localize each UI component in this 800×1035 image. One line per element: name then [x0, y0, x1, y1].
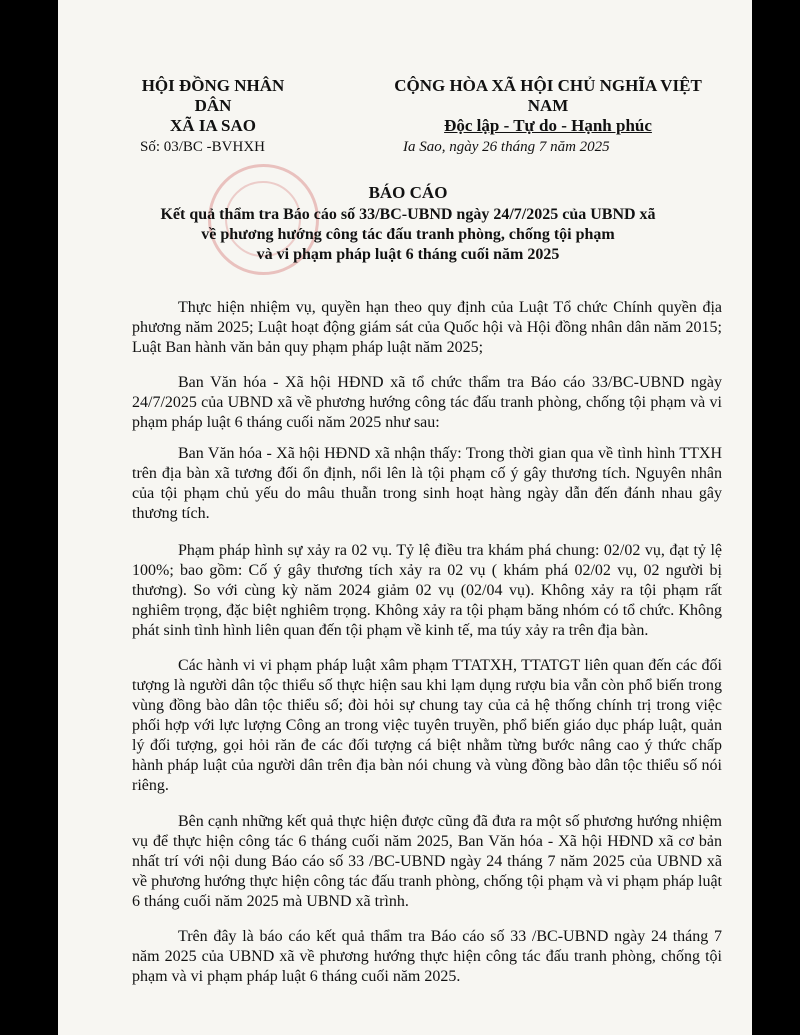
document-number: Số: 03/BC -BVHXH: [140, 139, 266, 155]
paragraph-crime-statistics: Phạm pháp hình sự xảy ra 02 vụ. Tỷ lệ điều tra khám phá chung: 02/02 vụ, đạt tỷ lệ 100%; bao gồm: Cố ý gây thương tích xảy ra 02 vụ ( khám phá 02/02 vụ, 02 người bị thương). So với cùng kỳ năm 2024 giảm 02 vụ (02/04 vụ). Không xảy ra tội phạm rất nghiêm trọng, đặc biệt nghiêm trọng. Không xảy ra tội phạm băng nhóm có tổ chức. Không phát sinh tình hình liên quan đến tội phạm về kinh tế, ma túy xảy ra trên địa bàn.: [132, 542, 722, 639]
issuing-organization: [128, 76, 298, 136]
national-heading: [373, 76, 723, 136]
subtitle-line-1: Kết quả thẩm tra Báo cáo số 33/BC-UBND ngày 24/7/2025 của UBND xã: [160, 206, 656, 223]
national-motto: Độc lập - Tự do - Hạnh phúc: [444, 116, 652, 135]
document-page: [58, 0, 752, 1035]
paragraph-review-scope: Ban Văn hóa - Xã hội HĐND xã tổ chức thẩm tra Báo cáo 33/BC-UBND ngày 24/7/2025 của UBND xã về phương hướng công tác đấu tranh phòng, chống tội phạm và vi phạm pháp luật 6 tháng cuối năm 2025 như sau:: [132, 374, 722, 431]
subtitle-line-3: và vi phạm pháp luật 6 tháng cuối năm 2025: [256, 246, 560, 263]
paragraph-agreement: Bên cạnh những kết quả thực hiện được cũng đã đưa ra một số phương hướng nhiệm vụ để thực hiện công tác 6 tháng cuối năm 2025, Ban Văn hóa - Xã hội HĐND xã cơ bản nhất trí với nội dung Báo cáo số 33 /BC-UBND ngày 24 tháng 7 năm 2025 của UBND xã về phương hướng thực hiện công tác đấu tranh phòng, chống tội phạm và vi phạm pháp luật 6 tháng cuối năm 2025 mà UBND xã trình.: [132, 813, 722, 910]
place-and-date: Ia Sao, ngày 26 tháng 7 năm 2025: [403, 139, 610, 155]
nation-name: CỘNG HÒA XÃ HỘI CHỦ NGHĨA VIỆT NAM: [394, 76, 702, 115]
paragraph-assessment: Ban Văn hóa - Xã hội HĐND xã nhận thấy: Trong thời gian qua về tình hình TTXH trên địa bàn xã tương đối ổn định, nổi lên là tội phạm cố ý gây thương tích. Nguyên nhân của tội phạm chủ yếu do mâu thuẫn trong sinh hoạt hàng ngày dẫn đến đánh nhau gây thương tích.: [132, 445, 722, 522]
report-body: [132, 298, 722, 987]
report-subtitle: [138, 205, 678, 265]
org-commune: XÃ IA SAO: [170, 116, 256, 135]
org-name: HỘI ĐỒNG NHÂN DÂN: [141, 76, 285, 115]
paragraph-legal-basis: Thực hiện nhiệm vụ, quyền hạn theo quy định của Luật Tổ chức Chính quyền địa phương năm 2025; Luật hoạt động giám sát của Quốc hội và Hội đồng nhân dân năm 2015; Luật Ban hành văn bản quy phạm pháp luật năm 2025;: [132, 299, 722, 356]
paragraph-conclusion: Trên đây là báo cáo kết quả thẩm tra Báo cáo số 33 /BC-UBND ngày 24 tháng 7 năm 2025 của UBND xã về phương hướng thực hiện công tác đấu tranh phòng, chống tội phạm và vi phạm pháp luật 6 tháng cuối năm 2025.: [132, 928, 722, 985]
subtitle-line-2: về phương hướng công tác đấu tranh phòng, chống tội phạm: [201, 226, 615, 243]
report-heading: BÁO CÁO: [368, 183, 448, 202]
paragraph-violations: Các hành vi vi phạm pháp luật xâm phạm TTATXH, TTATGT liên quan đến các đối tượng là người dân tộc thiểu số thực hiện sau khi lạm dụng rượu bia vẫn còn phổ biến trong vùng đồng bào dân tộc thiểu số; đòi hỏi sự chung tay của cả hệ thống chính trị trong việc phối hợp với lực lượng Công an trong việc tuyên truyền, phổ biến giáo dục pháp luật, quản lý đối tượng, gọi hỏi răn đe các đối tượng cá biệt nhằm từng bước nâng cao ý thức chấp hành pháp luật của người dân trên địa bàn nói chung và vùng đồng bào dân tộc thiểu số nói riêng.: [132, 657, 722, 794]
